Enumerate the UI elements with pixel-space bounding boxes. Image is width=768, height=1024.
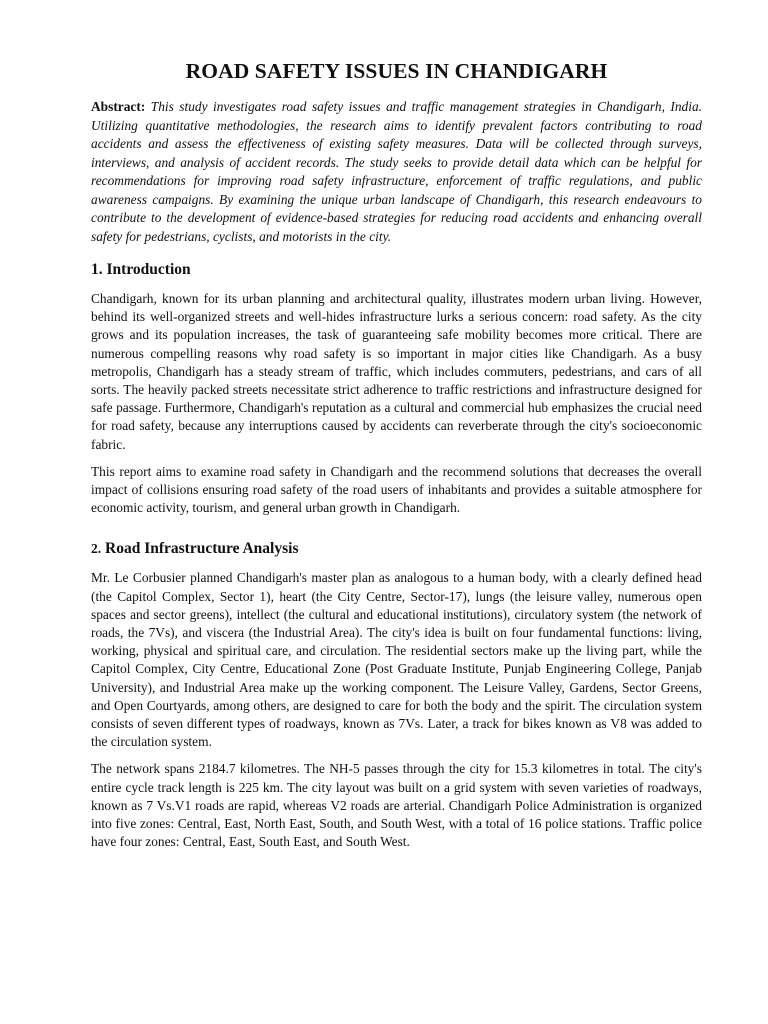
- infrastructure-paragraph-2: The network spans 2184.7 kilometres. The NH-5 passes through the city for 15.3 kilometres in total. The city's entire cycle track length is 225 km. The city layout was built on a grid system with seven varieties of roadways, known as 7 Vs.V1 roads are rapid, whereas V2 roads are arterial. Chandigarh Police Administration is organized into five zones: Central, East, North East, South, and South West, with a total of 16 police stations. Traffic police have four zones: Central, East, South East, and South West.: [91, 761, 702, 850]
- section-heading-road-infrastructure: [91, 539, 702, 559]
- introduction-paragraph-1: Chandigarh, known for its urban planning and architectural quality, illustrates modern urban living. However, behind its well-organized streets and well-hides infrastructure lurks a serious concern: road safety. As the city grows and its population increases, the task of guaranteeing safe mobility becomes more critical. There are numerous compelling reasons why road safety is so important in major cities like Chandigarh. As a busy metropolis, Chandigarh has a steady stream of traffic, which includes commuters, pedestrians, and cars of all sorts. The heavily packed streets necessitate strict adherence to traffic restrictions and infrastructure designed for safe passage. Furthermore, Chandigarh's reputation as a cultural and commercial hub emphasizes the crucial need for road safety, because any interruptions caused by accidents can reverberate through the city's socioeconomic fabric.: [91, 291, 702, 452]
- abstract: [91, 98, 702, 246]
- infrastructure-paragraph-1: Mr. Le Corbusier planned Chandigarh's master plan as analogous to a human body, with a clearly defined head (the Capitol Complex, Sector 1), heart (the City Centre, Sector-17), lungs (the leisure valley, numerous open spaces and sector greens), intellect (the cultural and educational institutions), circulatory system (the network of roads, the 7Vs), and viscera (the Industrial Area). The city's idea is built on four fundamental functions: living, working, physical and spiritual care, and circulation. The residential sectors make up the living part, while the Capitol Complex, City Centre, Educational Zone (Post Graduate Institute, Punjab Engineering College, Panjab University), and Industrial Area make up the working component. The Leisure Valley, Gardens, Sector Greens, and Open Courtyards, among others, are designed to care for both the body and the spirit. The circulation system consists of seven different types of roadways, known as 7Vs. Later, a track for bikes known as V8 was added to the circulation system.: [91, 570, 702, 750]
- document-title: ROAD SAFETY ISSUES IN CHANDIGARH: [185, 59, 608, 83]
- introduction-paragraph-2: This report aims to examine road safety in Chandigarh and the recommend solutions that decreases the overall impact of collisions ensuring road safety of the road users of inhabitants and provides a suitable atmosphere for economic activity, tourism, and general urban growth in Chandigarh.: [91, 463, 702, 516]
- abstract-label: Abstract:: [91, 99, 146, 114]
- document-page: [91, 58, 702, 860]
- section-heading-text: Road Infrastructure Analysis: [105, 540, 299, 558]
- section-number: 2.: [91, 541, 102, 557]
- section-heading-introduction: 1. Introduction: [91, 261, 191, 278]
- abstract-text: This study investigates road safety issues and traffic management strategies in Chandigarh, India. Utilizing quantitative methodologies, the research aims to identify prevalent factors contributing to road accidents and assess the effectiveness of existing safety measures. Data will be collected through surveys, interviews, and analysis of accident records. The study seeks to provide detail data which can be helpful for recommendations for improving road safety infrastructure, enforcement of traffic regulations, and public awareness campaigns. By examining the unique urban landscape of Chandigarh, this research endeavours to contribute to the development of evidence-based strategies for reducing road accidents and enhancing overall safety for pedestrians, cyclists, and motorists in the city.: [91, 99, 702, 244]
